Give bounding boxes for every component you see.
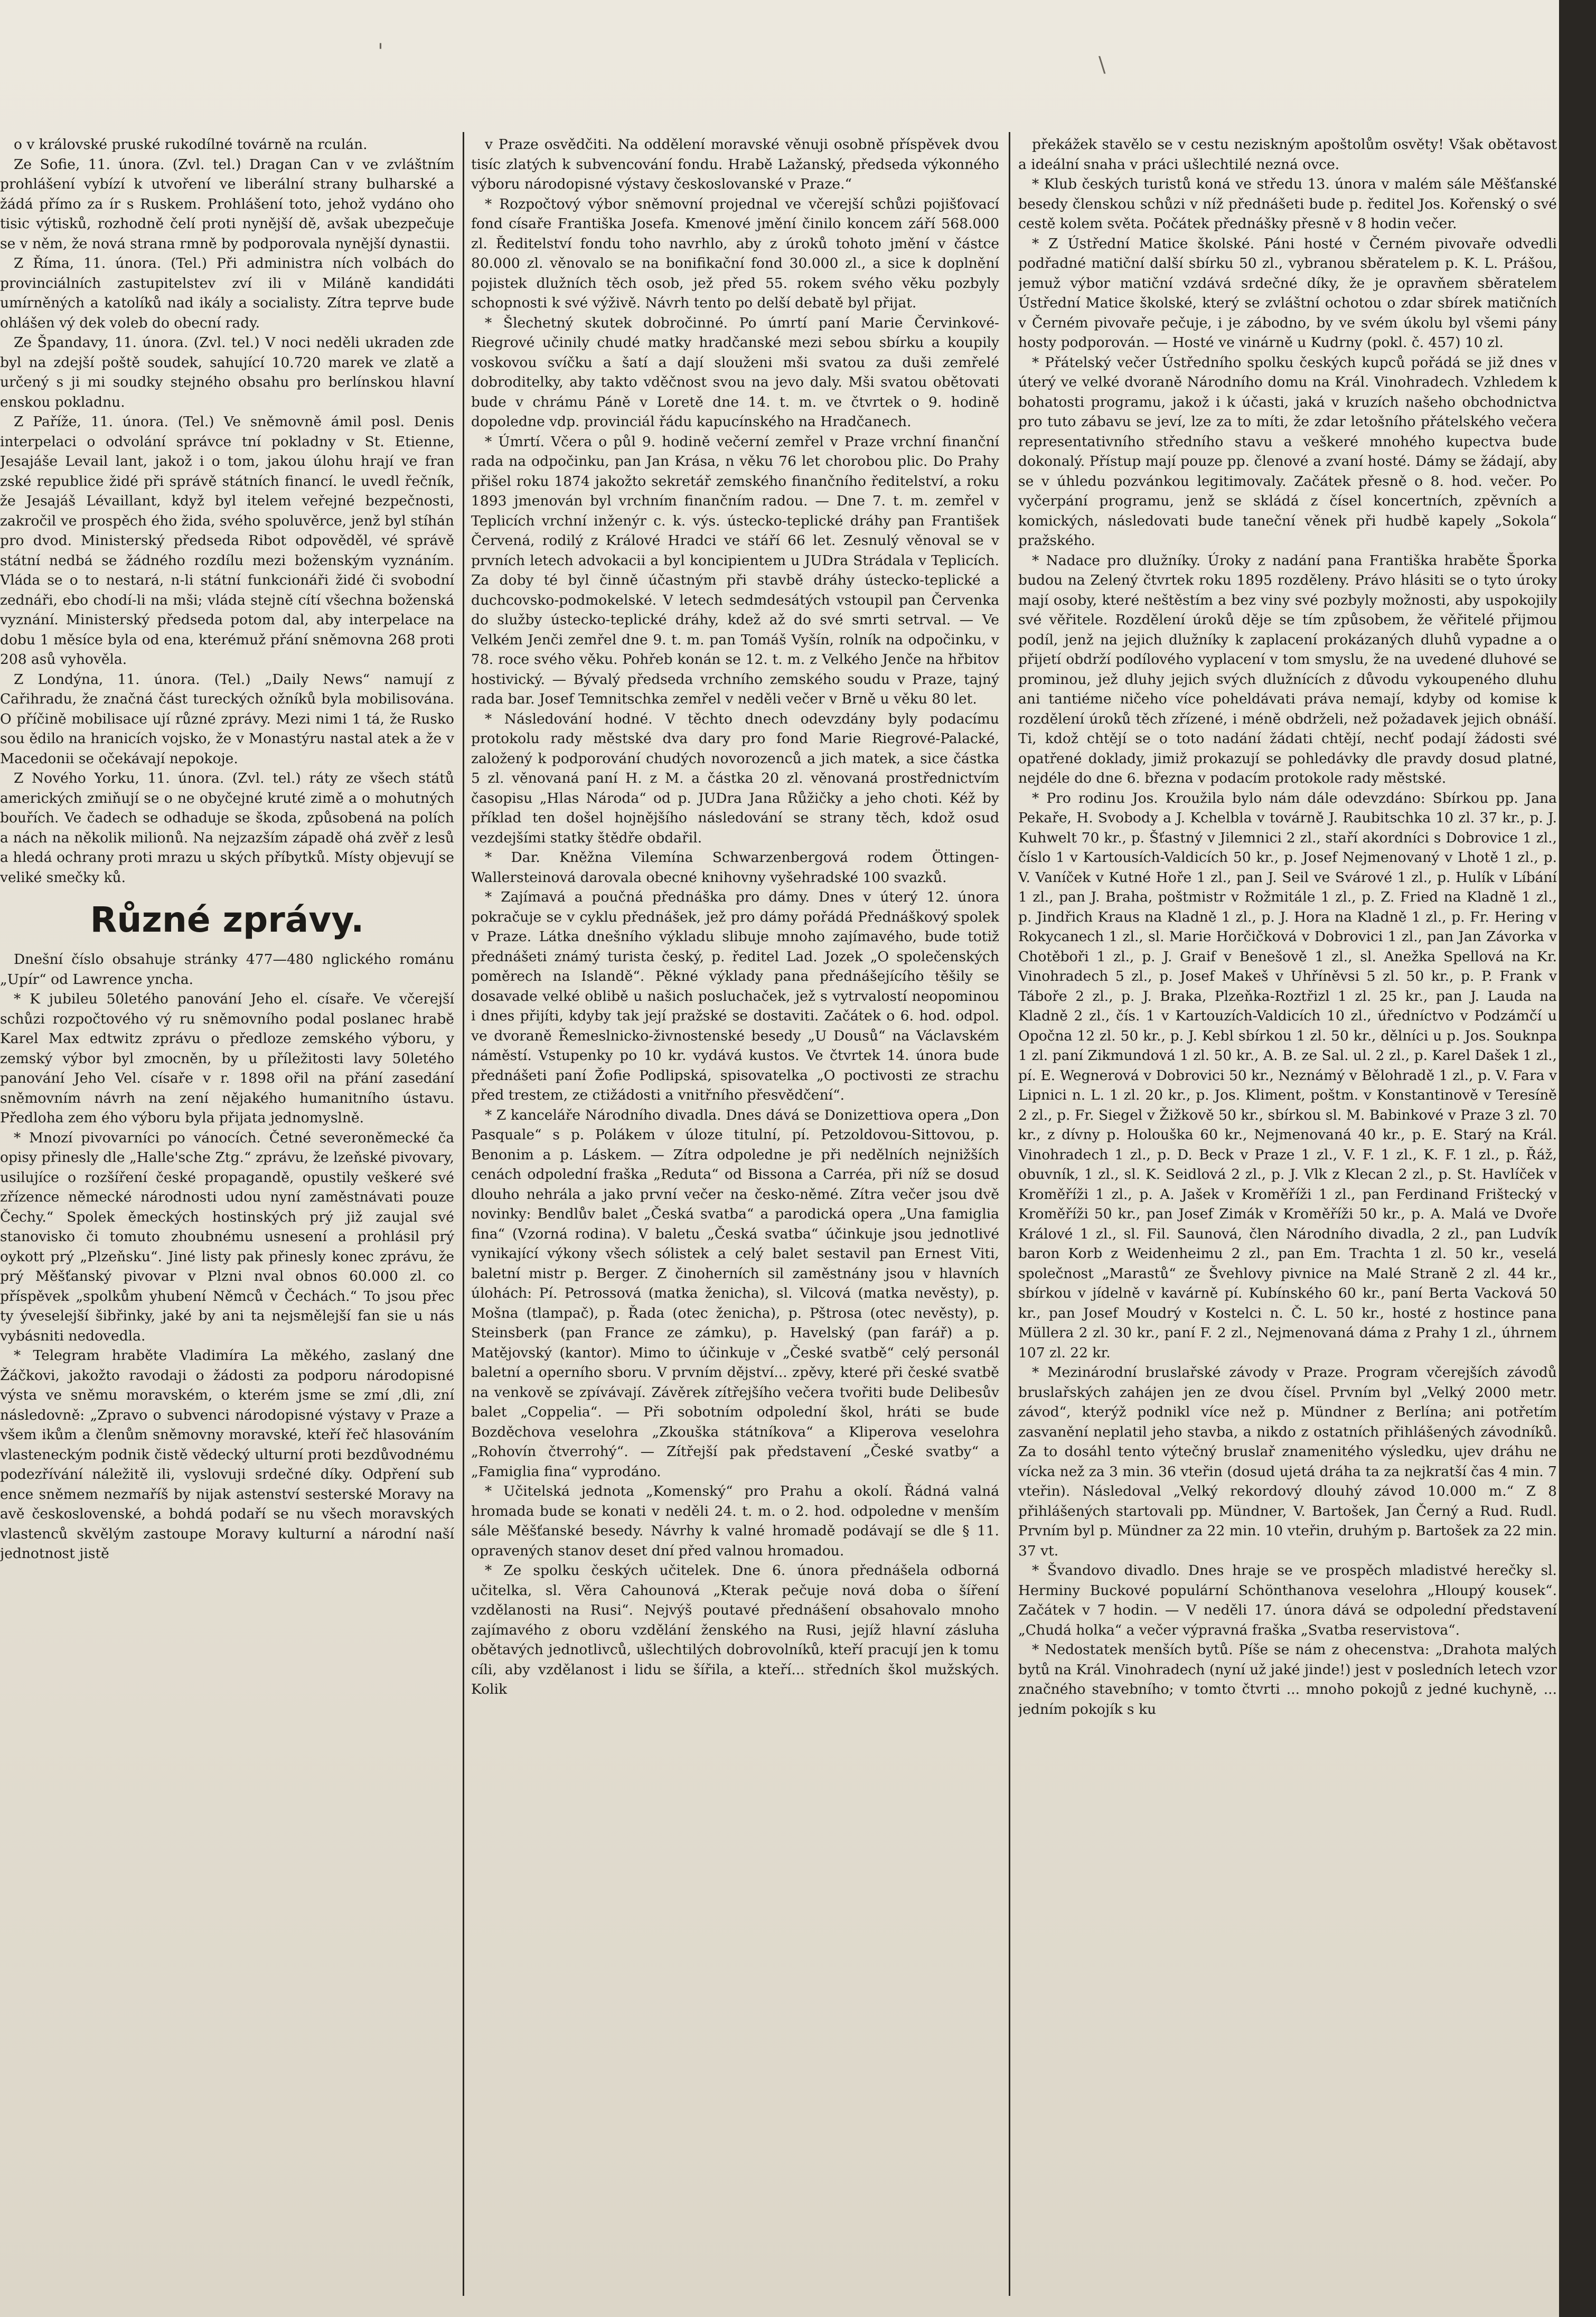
article-text: * Švandovo divadlo. Dnes hraje se ve prospěch mladistvé herečky sl. Herminy Buckové populární Schönthanova veselohra „Hloupý kousek“. Začátek v 7 hodin. — V neděli 17. února dává se odpolední představení „Chudá holka“ a večer výpravná fraška „Svatba reservistova“. — [1018, 1562, 1557, 1638]
article-text: * K jubileu 50letého panování Jeho el. císaře. Ve včerejší schůzi rozpočtového vý ru sněmovního podal poslanec hrabě Karel Max edtwitz zprávu o předloze zemského výboru, y zemský výbor byl zmocněn, by u příležitosti lavy 50letého panování Jeho Vel. císaře v r. 1898 ořil na přání zasedání sněmovním návrh na zení nějakého humanitního ústavu. Předloha zem ého výboru byla přijata jednomyslně. — [0, 991, 454, 1126]
scan-edge — [1559, 0, 1596, 2317]
column-1 — [0, 135, 454, 2285]
top-mid-mark: \ — [1099, 53, 1106, 77]
article-text: překážek stavělo se v cestu neziskným apoštolům osvěty! Však obětavost a ideální snaha v práci ušlechtilé nezná ovce. — [1018, 136, 1557, 173]
article-text: * Z Ústřední Matice školské. Páni hosté v Černém pivovaře odvedli podřadné matiční další sbírku 50 zl., vybranou sběratelem p. K. L. Prášou, jemuž výbor matiční vzdává srdečné díky, že je opravňem sběratelem Ústřední Matice školské, který se zvláštní ochotou o zdar sbírek matičních v Černém pivovaře pečuje, i je zábodno, by ve svém úkolu byl všemi pány hosty podporován. — Hosté ve vinárně u Kudrny (pokl. č. 457) 10 zl. — [1018, 235, 1557, 351]
article-text: * Dar. Kněžna Vilemína Schwarzenbergová rodem Öttingen-Wallersteinová darovala obecné knihovny vyšehradské 100 svazků. — [471, 849, 999, 886]
top-left-mark: ' — [378, 40, 383, 64]
article-text: Z Paříže, 11. února. (Tel.) Ve sněmovně ámil posl. Denis interpelaci o odvolání správce tní pokladny v St. Etienne, Jesajáše Levail lant, jakož i o tom, jakou úlohu hrají ve fran zské republice židé při správě státních financí. le uvedl řečník, že Jesajáš Lévaillant, když byl itelem veřejné bezpečnosti, zakročil ve prospěch ého žida, svého spoluvěrce, jenž byl stíhán pro dvod. Ministerský předseda Ribot odpověděl, vé správě státní nedbá se žádného rozdílu mezi boženským vyznáním. Vláda se o to nestará, n-li státní funkcionáři židé či svobodní zednáři, ebo chodí-li na mši; vláda stejně cítí všechna boženská vyznání. Ministerský předseda potom dal, aby interpelace na dobu 1 měsíce byla od ena, kterémuž přání sněmovna 268 proti 208 asů vyhověla. — [0, 414, 454, 668]
column-rule-2 — [1009, 132, 1010, 2296]
column-2 — [471, 135, 999, 2285]
article-text: * Nadace pro dlužníky. Úroky z nadání pana Františka hraběte Šporka budou na Zelený čtvrtek roku 1895 rozděleny. Právo hlásiti se o tyto úroky mají osoby, které neštěstím a bez viny své pozbyly možnosti, aby uspokojily své věřitele. Rozdělení úroků děje se tím způsobem, že věřitelé přijmou podíl, jenž na jejich dlužníky k zaplacení prokázaných dluhů vypadne a o přijetí obdrží podílového vyplacení v tom smyslu, že na uvedené dluhové se prominou, jež dluhy jejich svých dlužnících z důvodu vykoupeného dluhu ani tantiéme ničeho více poheldávati práva nemají, kdyby od komise k rozdělení úroků těch zřízené, i méně obdrželi, než požadavek jejich obnáší. Ti, kdož chtějí se o toto nadání žádati chtějí, nechť podají žádosti své opatřené doklady, jimiž prokazují se pohledávky dle pravdy dosud platné, nejdéle do dne 6. března v podacím protokole rady městské. — [1018, 552, 1557, 786]
section-heading: Různé zprávy. — [90, 899, 364, 940]
article-text: * Zajímavá a poučná přednáška pro dámy. Dnes v úterý 12. února pokračuje se v cyklu přednášek, jež pro dámy pořádá Přednáškový spolek v Praze. Látka dnešního výkladu slibuje mnoho zajímavého, bude totiž přednášeti známý turista český, p. ředitel Lad. Jozek „O společenských poměrech na Islandě“. Pěkné výklady pana přednášejícího těšily se dosavade velké oblibě u našich posluchaček, jež s vytrvalostí neopominou i dnes přijíti, kdyby tak její pražské se dostaviti. Začátek o 6. hod. odpol. ve dvoraně Řemeslnicko-živnostenské besedy „U Dousů“ na Václavském náměstí. Vstupenky po 10 kr. vydává kustos. Ve čtvrtek 14. února bude přednášeti paní Žofie Podlipská, spisovatelka „O poctivosti ze strachu před trestem, ze ctižádosti a vnitřního přesvědčení“. — [471, 889, 999, 1103]
column-3 — [1018, 135, 1557, 2285]
article-text: * Mnozí pivovarníci po vánocích. Četné severoněmecké ča opisy přinesly dle „Halle'sche Ztg.“ zprávu, že lzeňské pivovary, usilujíce o rozšíření české propagandě, opustily veškeré své zřízence německé národnosti udou nyní zaměstnávati pouze Čechy.“ Spolek ěmeckých hostinských prý již zaujal své stanovisko či tomuto zhoubnému usnesení a prohlásil prý oykott prý „Plzeňsku“. Jiné listy pak přinesly konec zprávu, že prý Měšťanský pivovar v Plzni nval obnos 60.000 zl. co příspěvek „spolkům yhubení Němců v Čechách.“ To jsou přec ty ýveselejší šibřinky, jaké by ani ta nejsmělejší fan sie u nás vybásniti nedovedla. — [0, 1129, 454, 1344]
article-text: Dnešní číslo obsahuje stránky 477—480 nglického románu „Upír“ od Lawrence ynchа. — [0, 951, 454, 988]
article-text: Z Nového Yorku, 11. února. (Zvl. tel.) ráty ze všech států amerických zmiňují se o ne obyčejné kruté zimě a o mohutných bouřích. Ve čadech se odhaduje se škoda, způsobená na polích a nách na několik milionů. Na nejzazším západě ohá zvěř z lesů a hledá ochrany proti mrazu u ských příbytků. Místy objevují se veliké smečky ků. — [0, 770, 454, 886]
article-text: * Úmrtí. Včera o půl 9. hodině večerní zemřel v Praze vrchní finanční rada na odpočinku, pan Jan Krása, n věku 76 let chorobou plic. Do Prahy přišel roku 1874 jakožto sekretář zemského finančního ředitelství, a roku 1893 jmenován byl vrchním finančním radou. — Dne 7. t. m. zemřel v Teplicích vrchní inženýr c. k. výs. ústecko-teplické dráhy pan František Červená, rodilý z Králové Hradci ve stáří 66 let. Zesnulý věnoval se v prvních letech advokacii a byl koncipientem u JUDra Strádala v Teplicích. Za doby té byl činně účastným při stavbě dráhy ústecko-teplické a duchcovsko-podmokelské. V letech sedmdesátých vstoupil pan Červenka do služby ústecko-teplické dráhy, kdež až do své smrti setrval. — Ve Velkém Jenči zemřel dne 9. t. m. pan Tomáš Vyšín, rolník na odpočinku, v 78. roce svého věku. Pohřeb konán se 12. t. m. z Velkého Jenče na hřbitov hostivický. — Bývalý předseda vrchního zemského soudu v Praze, tajný rada bar. Josef Temnitschka zemřel v neděli večer v Brně u věku 80 let. — [471, 433, 999, 707]
article-text: v Praze osvědčiti. Na oddělení moravské věnuji osobně příspěvek dvou tisíc zlatých k subvencování fondu. Hrabě Lažanský, předseda výkonného výboru národopisné výstavy českoslovanské v Praze.“ — [471, 136, 999, 192]
article-text: * Přátelský večer Ústředního spolku českých kupců pořádá se již dnes v úterý ve velké dvoraně Národního domu na Král. Vinohradech. Vzhledem k bohatosti programu, jakož i k účasti, jaká v kruzích našeho obchodnictva pro tuto zábavu se jeví, lze za to míti, že zdar letošního přátelského večera representativního středního stavu a veškeré mnohého kupectva bude dokonalý. Přístup mají pouze pp. členové a zvaní hosté. Dámy se žádají, aby se v úhledu pozvánkou legitimovaly. Začátek přesně o 8. hod. večer. Po vyčerpání programu, jenž se skládá z čísel koncertních, zpěvních a komických, následovati bude taneční věnek při hudbě kapely „Sokola“ pražského. — [1018, 354, 1557, 549]
article-text: Ze Sofie, 11. února. (Zvl. tel.) Dragan Can v ve zvláštním prohlášení vybízí k utvoření ve liberální strany bulharské a žádá přímo za ír s Ruskem. Prohlášení toto, jehož vydáno oho tisic výtisků, rozhodně čelí proti nynější dě, avšak ubezpečuje se v něm, že nová strana rmně by podporovala nynější dynastii. — [0, 156, 454, 252]
article-text: * Mezinárodní bruslařské závody v Praze. Program včerejších závodů bruslařských zahájen jen ze dvou čísel. Prvním byl „Velký 2000 metr. závod“, kterýž podnikl více než p. Mündner z Berlína; ani potřetím zasvanění neplatil jeho stavba, a nikdo z ostatních přihlášených závodníků. Za to dosáhl tento výtečný bruslař znamenitého výsledku, ujev dráhu ne vícka než za 3 min. 36 vteřin (dosud ujetá dráha ta za nejkratší čas 4 min. 7 vteřin). Následoval „Velký rekordový dlouhý závod 10.000 m.“ Z 8 přihlášených startovali pp. Mündner, V. Bartošek, Jan Černý a Rud. Rudl. Prvním byl p. Mündner za 22 min. 10 vteřin, druhým p. Bartošek za 22 min. 37 vt. — [1018, 1364, 1557, 1559]
column-rule-1 — [463, 132, 464, 2296]
article-text: * Ze spolku českých učitelek. Dne 6. února přednášela odborná učitelka, sl. Věra Cahounová „Kterak pečuje nová doba o šíření vzdělanosti na Rusi“. Nejvýš poutavé přednášení obsahovalo mnoho zajímavého z oboru vzdělání ženského na Rusi, jejíž hlavní zásluha obětavých jednotlivců, ušlechtilých dobrovolníků, kteří pracují jen k tomu cíli, aby vzdělanost i lidu se šířila, a kteří... středních škol mužských. Kolik — [471, 1562, 999, 1697]
article-text: * Rozpočtový výbor sněmovní projednal ve včerejší schůzi pojišťovací fond císaře Františka Josefa. Kmenové jmění činilo koncem září 568.000 zl. Ředitelství fondu toho navrhlo, aby z úroků tohoto jmění v částce 80.000 zl. věnovalo se na bonifikační fond 30.000 zl., a sice k doplnění pojistek dlužních těch osob, jež před 55. rokem svého věku pozbyly schopnosti k své výživě. Návrh tento po delší debatě byl přijat. — [471, 195, 999, 311]
article-text: * Klub českých turistů koná ve středu 13. února v malém sále Měšťanské besedy členskou schůzi v níž přednášeti bude p. ředitel Jos. Kořenský o své cestě kolem světa. Počátek přednášky přesně v 8 hodin večer. — [1018, 176, 1557, 232]
article-text: * Šlechetný skutek dobročinné. Po úmrtí paní Marie Červinkové-Riegrové učinily chudé matky hradčanské mezi sebou sbírku a koupily voskovou svíčku a šatí a dají slouženi mši svatou za duši zemřelé dobroditelky, aby takto vděčnost svou na jevo daly. Mši svatou obětovati bude v chrámu Páně v Loretě dne 14. t. m. ve čtvrtek o 9. hodině dopoledne vdp. provinciál řádu kapucínského na Hradčanech. — [471, 314, 999, 430]
article-text: * Z kanceláře Národního divadla. Dnes dává se Donizettiova opera „Don Pasquale“ s p. Polákem v úloze titulní, pí. Petzoldovou-Sittovou, p. Benonim a p. Láskem. — Zítra odpoledne je při nedělních nejnižších cenách odpolední fraška „Reduta“ od Bissona a Carréa, při níž se dosud dlouho nehrála a jako první večer na česko-němé. Zítra večer jsou dvě novinky: Bendlův balet „Česká svatba“ a parodická opera „Una famiglia fina“ (Vzorná rodina). V baletu „Česká svatba“ účinkuje jsou jednotlivé vynikající výkony všech sólistek a celý balet sestavil pan Ernest Viti, baletní mistr p. Berger. Z činoherních sil zaměstnány jsou v hlavních úlohách: Pí. Petrossová (matka ženicha), sl. Vilcová (matka nevěsty), p. Mošna (tlampač), p. Řada (otec ženicha), p. Pštrosa (otec nevěsty), p. Steinsberk (pan France ze zámku), p. Havelský (pan farář) a p. Matějovský (kantor). Mimo to účinkuje v „České svatbě“ celý personál baletní a operního sboru. V prvním dějství... zpěvy, které při české svatbě na venkově se zpívávají. Závěrek zítřejšího večera tvořiti bude Delibesův balet „Coppelia“. — Při sobotním odpolední škol, hráti se bude Bozděchova veselohra „Zkouška státníkova“ a Kliperova veselohra „Rohovín čtverrohý“. — Zítřejší pak představení „České svatby“ a „Famiglia fina“ vyprodáno. — [471, 1106, 999, 1480]
article-text: * Učitelská jednota „Komenský“ pro Prahu a okolí. Řádná valná hromada bude se konati v neděli 24. t. m. o 2. hod. odpoledne v menším sále Měšťanské besedy. Návrhy k valné hromadě podávají se dle § 11. opravených stanov deset dní před valnou hromadou. — [471, 1483, 999, 1559]
article-text: Ze Špandavy, 11. února. (Zvl. tel.) V noci neděli ukraden zde byl na zdejší poště soudek, sahující 10.720 marek ve zlatě a určený s ji mi soudky stejného obsahu pro berlínskou hlavní enskou pokladnu. — [0, 334, 454, 410]
article-text: o v královské pruské rukodílné továrně na rculán. — [14, 136, 368, 153]
article-text: Z Říma, 11. února. (Tel.) Při administra ních volbách do provinciálních zastupitelstev zví ili v Miláně kandidáti umírněných a katolíků nad ikály a socialisty. Zítra teprve bude ohlášen vý dek voleb do obecní rady. — [0, 255, 454, 331]
article-text: * Telegram hraběte Vladimíra La měkého, zaslaný dne Žáčkovi, jakožto ravodaji o žádosti za podporu národopisné výsta ve sněmu moravském, o kterém jsme se zmí ,dli, zní následovně: „Zpravo o subvenci národopisné výstavy v Praze a všem ikům a členům sněmovny moravské, kteří řeč hlasováním vlasteneckým podnik čistě vědecký ulturní proti bezdůvodnému podezřívání náležitě ili, vyslovuji srdečné díky. Odpření sub ence sněmem nezmaříš by nijak astenství sesterské Moravy na avě československé, a bohdá podaří se nu všech moravských vlastenců skvělým zastoupe Moravy kulturní a národní naší jednotnost jistě — [0, 1347, 454, 1562]
article-text: Z Londýna, 11. února. (Tel.) „Daily News“ namují z Cařihradu, že značná část tureckých ožníků byla mobilisována. O příčině mobilisace ují různé zprávy. Mezi nimi 1 tá, že Rusko sou ědilo na hranicích vojsko, že v Monastýru nastal atek a že v Macedonii se očekávají nepokoje. — [0, 671, 454, 767]
article-text: * Následování hodné. V těchto dnech odevzdány byly podacímu protokolu rady městské dva dary pro fond Marie Riegrové-Palacké, založený k podporování chudých novorozenců a jich matek, a sice částka 5 zl. věnovaná paní H. z M. a částka 20 zl. věnovaná prostřednictvím časopisu „Hlas Národa“ od p. JUDra Jana Růžičky a jeho choti. Kéž by příklad ten došel hojnějšího následování se strany těch, kdož osud vezdejšími statky štědře obdařil. — [471, 710, 999, 846]
article-text: * Pro rodinu Jos. Kroužila bylo nám dále odevzdáno: Sbírkou pp. Jana Pekaře, H. Svobody a J. Kchelbla v továrně J. Raubitschka 10 zl. 37 kr., p. J. Kuhwelt 70 kr., p. Šťastný v Jilemnici 2 zl., staří akordníci s Dobrovice 1 zl., číslo 1 v Kartousích-Valdicích 50 kr., p. Josef Nejmenovaný v Lhotě 1 zl., p. V. Vaníček v Kutné Hoře 1 zl., pan J. Seil ve Svárové 1 zl., p. Hulík v Líbání 1 zl., pan J. Braha, poštmistr v Rožmitále 1 zl., p. Z. Fried na Kladně 1 zl., p. Jindřich Kraus na Kladně 1 zl., p. J. Hora na Kladně 1 zl., p. Fr. Hering v Rokycanech 1 zl., sl. Marie Horčičková v Dobrovici 1 zl., pan Jan Závorka v Chotěboři 1 zl., p. J. Graif v Benešově 1 zl., sl. Anežka Spellová na Kr. Vinohradech 5 zl., p. Josef Makeš v Uhříněvsi 5 zl. 50 kr., p. P. Frank v Táboře 2 zl., p. J. Braka, Plzeňka-Roztřizl 1 zl. 25 kr., pan J. Lauda na Kladně 2 zl., čís. 1 v Kartouzích-Valdicích 10 zl., úředníctvo v Podzámčí u Opočna 12 zl. 50 kr., p. J. Kebl sbírkou 1 zl. 50 kr., dělníci u p. Jos. Souknpa 1 zl. paní Zikmundová 1 zl. 50 kr., A. B. ze Sal. ul. 2 zl., p. Karel Dašek 1 zl., pí. E. Wegnerová v Dobrovici 50 kr., Neznámý v Bělohradě 1 zl., p. V. Fara v Lipnici n. L. 1 zl. 20 kr., p. Jos. Kliment, poštm. v Konstantinově v Teresíně 2 zl., p. Fr. Siegel v Žižkově 50 kr., sbírkou sl. M. Babinkové v Praze 3 zl. 70 kr., z dívny p. Holouška 60 kr., Nejmenovaná 40 kr., p. E. Starý na Král. Vinohradech 1 zl., p. D. Beck v Praze 1 zl., V. F. 1 zl., K. F. 1 zl., p. Řáž, obuvník, 1 zl., sl. K. Seidlová 2 zl., p. J. Vlk z Klecan 2 zl., p. St. Havlíček v Kroměříži 1 zl., p. A. Jašek v Kroměříži 1 zl., pan Ferdinand Frištecký v Kroměříži 50 kr., pan Josef Zimák v Kroměříži 50 kr., p. A. Malá ve Dvoře Králové 1 zl., sl. Fil. Saunová, člen Národního divadla, 2 zl., pan Ludvík baron Korb z Weidenheimu 2 zl., pan Em. Trachta 1 zl. 50 kr., veselá společnost „Marastů“ ze Švehlovy pivnice na Malé Straně 2 zl. 44 kr., sbírkou v jídelně v kavárně pí. Kubínského 60 kr., paní Berta Vacková 50 kr., pan Josef Moudrý v Kostelci n. Č. L. 50 kr., hosté z hostince pana Müllera 2 zl. 30 kr., paní F. 2 zl., Nejmenovaná dáma z Prahy 1 zl., úhrnem 107 zl. 22 kr. — [1018, 790, 1557, 1361]
article-text: * Nedostatek menších bytů. Píše se nám z ohecenstva: „Drahota malých bytů na Král. Vinohradech (nyní už jaké jinde!) jest v posledních letech vzor značného stavebního; v tomto čtvrti ... mnoho pokojů z jedné kuchyně, ... jedním pokojík s ku — [1018, 1641, 1557, 1718]
